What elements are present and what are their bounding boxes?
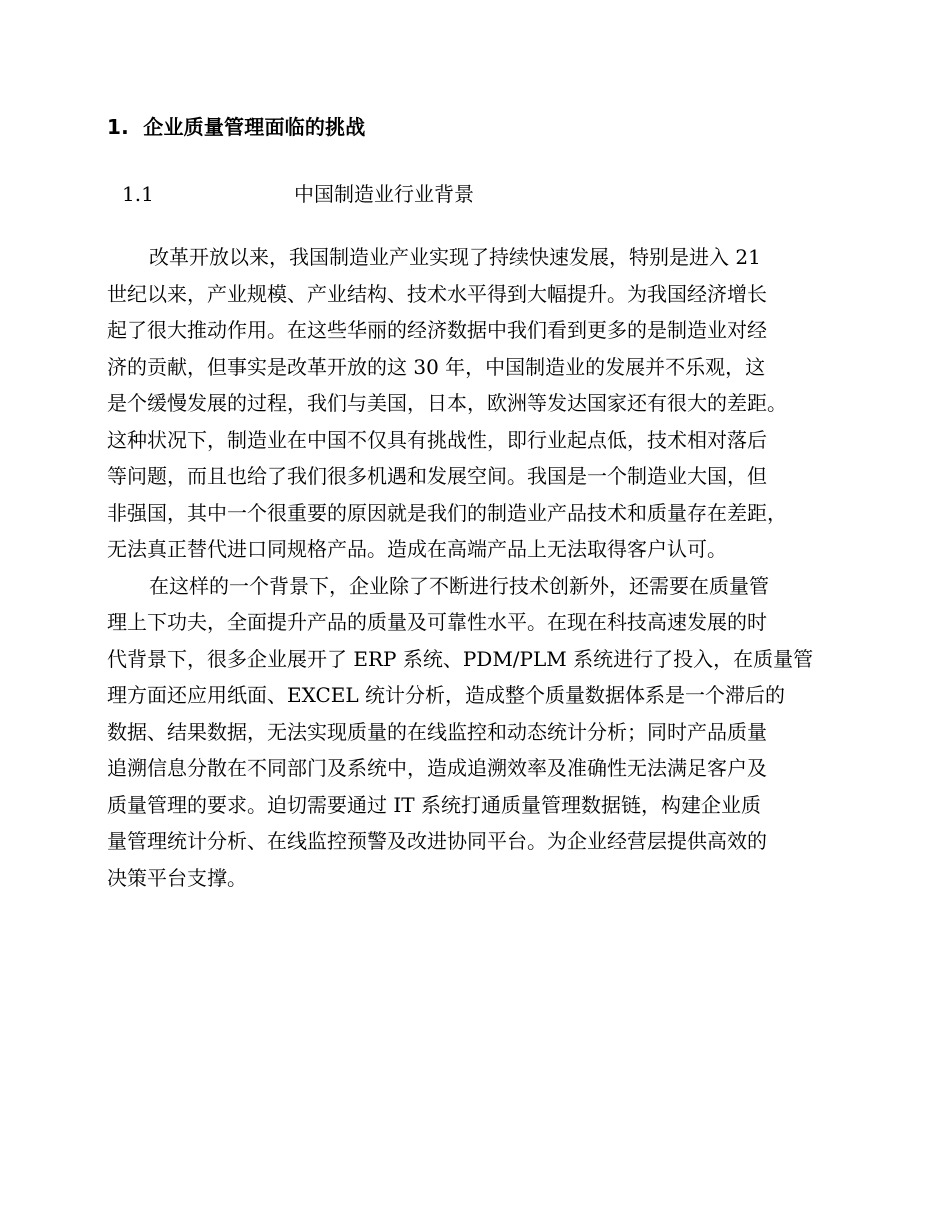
- section-number: 1.: [107, 115, 129, 139]
- paragraph-2-line: 理上下功夫，全面提升产品的质量及可靠性水平。在现在科技高速发展的时: [107, 610, 767, 634]
- paragraph-1-line: 这种状况下，制造业在中国不仅具有挑战性，即行业起点低，技术相对落后: [107, 428, 767, 452]
- subsection-heading: [122, 180, 474, 208]
- paragraph-2-line: 决策平台支撑。: [107, 866, 247, 890]
- paragraph-1-line: 世纪以来，产业规模、产业结构、技术水平得到大幅提升。为我国经济增长: [107, 282, 767, 306]
- subsection-number: 1.1: [122, 182, 154, 206]
- section-title: 企业质量管理面临的挑战: [143, 115, 366, 139]
- paragraph-2-line: 追溯信息分散在不同部门及系统中，造成追溯效率及准确性无法满足客户及: [107, 756, 767, 780]
- section-heading: [107, 113, 365, 141]
- paragraph-2-line: 数据、结果数据，无法实现质量的在线监控和动态统计分析；同时产品质量: [107, 720, 767, 744]
- paragraph-2-line: 理方面还应用纸面、EXCEL 统计分析，造成整个质量数据体系是一个滞后的: [107, 683, 786, 707]
- paragraph-2-line: 在这样的一个背景下，企业除了不断进行技术创新外，还需要在质量管: [149, 574, 769, 598]
- paragraph-1-line: 济的贡献，但事实是改革开放的这 30 年，中国制造业的发展并不乐观，这: [107, 355, 766, 379]
- paragraph-1-line: 是个缓慢发展的过程，我们与美国，日本，欧洲等发达国家还有很大的差距。: [107, 391, 787, 415]
- paragraph-2-line: 质量管理的要求。迫切需要通过 IT 系统打通质量管理数据链，构建企业质: [107, 793, 761, 817]
- paragraph-1-line: 无法真正替代进口同规格产品。造成在高端产品上无法取得客户认可。: [107, 537, 727, 561]
- paragraph-1-line: 改革开放以来，我国制造业产业实现了持续快速发展，特别是进入 21: [149, 245, 761, 269]
- paragraph-2-line: 量管理统计分析、在线监控预警及改进协同平台。为企业经营层提供高效的: [107, 829, 767, 853]
- paragraph-1-line: 起了很大推动作用。在这些华丽的经济数据中我们看到更多的是制造业对经: [107, 318, 767, 342]
- subsection-title: 中国制造业行业背景: [294, 182, 474, 206]
- paragraph-2-line: 代背景下，很多企业展开了 ERP 系统、PDM/PLM 系统进行了投入，在质量管: [107, 647, 814, 671]
- paragraph-1-line: 等问题，而且也给了我们很多机遇和发展空间。我国是一个制造业大国，但: [107, 464, 767, 488]
- paragraph-1-line: 非强国，其中一个很重要的原因就是我们的制造业产品技术和质量存在差距，: [107, 501, 787, 525]
